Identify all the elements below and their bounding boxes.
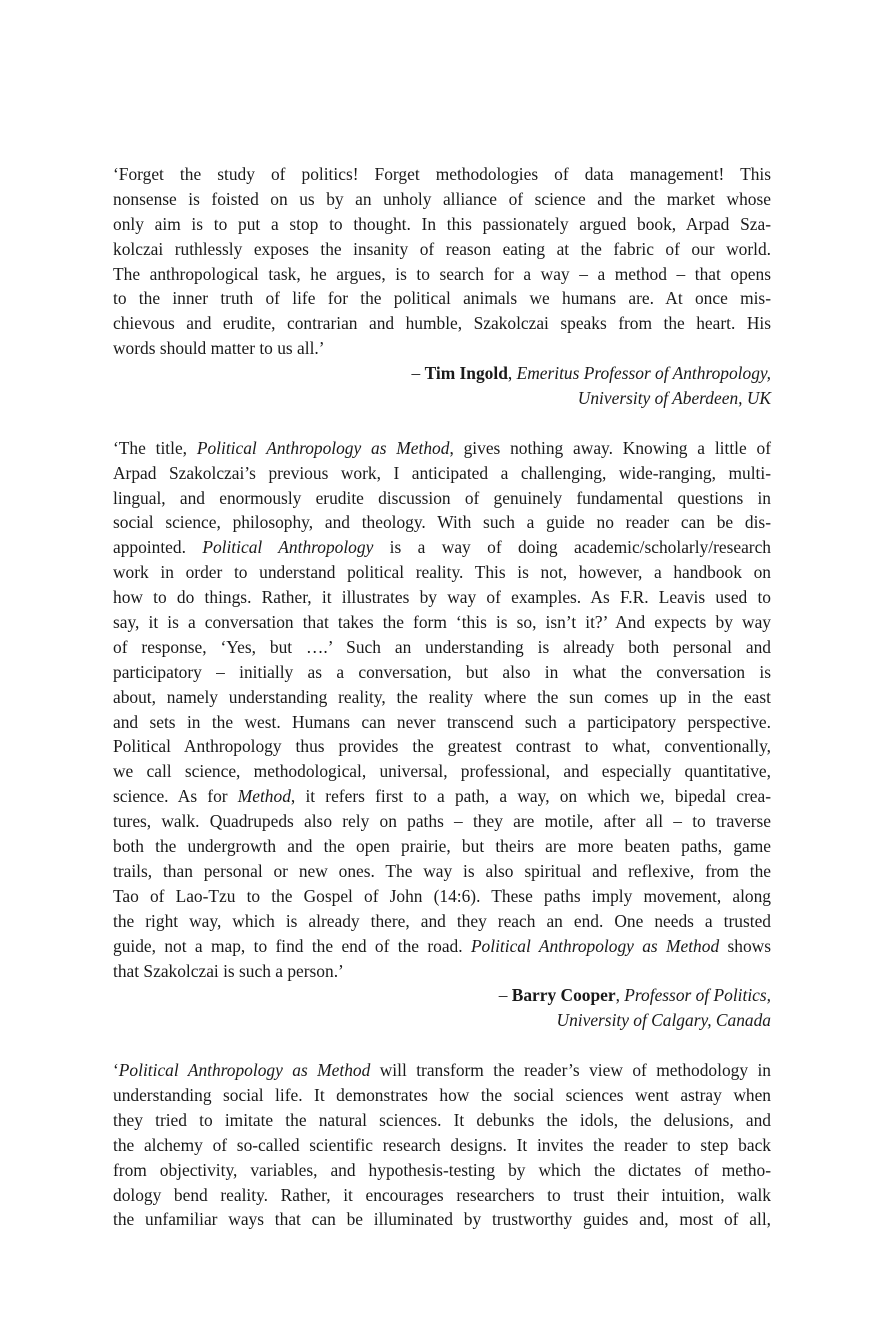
text-line: nonsense is foisted on us by an unholy alliance of science and the market whose xyxy=(113,188,771,209)
attribution-dash: – xyxy=(411,363,425,384)
endorsement-attribution xyxy=(113,983,771,1033)
text-line: both the undergrowth and the open prairie, but theirs are more beaten paths, game xyxy=(113,836,771,857)
text-line: ‘The title, Political Anthropology as Method, gives nothing away. Knowing a little of xyxy=(113,437,772,458)
text-line: ‘Forget the study of politics! Forget methodologies of data management! This xyxy=(113,164,771,184)
text-line: how to do things. Rather, it illustrates by way of examples. As F.R. Leavis used to xyxy=(113,587,771,608)
text-line: the right way, which is already there, and they reach an end. One needs a trusted xyxy=(113,910,771,931)
attribution-separator: , xyxy=(507,363,517,384)
attribution-separator: , xyxy=(615,985,625,1006)
book-title: Political Anthropology as Method xyxy=(470,935,720,956)
document-page xyxy=(113,162,771,1232)
text-line: chievous and erudite, contrarian and humble, Szakolczai speaks from the heart. His xyxy=(113,313,771,334)
text-line: kolczai ruthlessly exposes the insanity of reason eating at the fabric of our world. xyxy=(113,238,771,259)
text-line: Tao of Lao-Tzu to the Gospel of John (14:6). These paths imply movement, along xyxy=(113,885,771,906)
endorsement-quote xyxy=(113,436,771,984)
endorsement-attribution xyxy=(113,361,771,411)
endorser-affiliation: University of Calgary, Canada xyxy=(556,1010,771,1031)
endorser-name: Tim Ingold xyxy=(424,363,508,384)
text-line: the alchemy of so-called scientific research designs. It invites the reader to step back xyxy=(113,1134,771,1155)
text-line: guide, not a map, to find the end of the road. Political Anthropology as Method shows xyxy=(113,935,771,956)
text-line: they tried to imitate the natural sciences. It debunks the idols, the delusions, and xyxy=(113,1109,771,1130)
endorsement-2 xyxy=(113,436,771,1033)
endorser-title: Emeritus Professor of Anthropology, xyxy=(516,363,771,384)
text-line: participatory – initially as a conversation, but also in what the conversation is xyxy=(113,661,771,682)
text-line: of response, ‘Yes, but ….’ Such an understanding is already both personal and xyxy=(113,636,771,657)
text-line: work in order to understand political reality. This is not, however, a handbook on xyxy=(113,562,771,583)
text-line: understanding social life. It demonstrates how the social sciences went astray when xyxy=(113,1084,771,1105)
text-line: about, namely understanding reality, the reality where the sun comes up in the east xyxy=(113,686,771,707)
attribution-dash: – xyxy=(498,985,512,1006)
text-line: science. As for Method, it refers first to a path, a way, on which we, bipedal crea- xyxy=(113,786,771,807)
text-line: Political Anthropology thus provides the greatest contrast to what, conventionally, xyxy=(113,736,771,757)
endorsement-3 xyxy=(113,1058,771,1232)
paragraph-spacer xyxy=(113,411,771,436)
endorser-name: Barry Cooper xyxy=(511,985,616,1006)
text-line: Arpad Szakolczai’s previous work, I anticipated a challenging, wide-ranging, multi- xyxy=(113,462,771,483)
text-line: dology bend reality. Rather, it encourages researchers to trust their intuition, walk xyxy=(113,1184,771,1205)
text-line: the unfamiliar ways that can be illuminated by trustworthy guides and, most of all, xyxy=(113,1209,771,1230)
book-title: Method xyxy=(237,786,291,807)
text-line: words should matter to us all.’ xyxy=(113,338,325,359)
text-line: trails, than personal or new ones. The way is also spiritual and reflexive, from the xyxy=(113,860,771,881)
text-line: that Szakolczai is such a person.’ xyxy=(113,960,344,981)
text-line: ‘Political Anthropology as Method will transform the reader’s view of methodology in xyxy=(113,1060,771,1081)
text-line: and sets in the west. Humans can never transcend such a participatory perspective. xyxy=(113,711,771,732)
endorsement-1 xyxy=(113,162,771,411)
text-line: we call science, methodological, universal, professional, and especially quantitative, xyxy=(113,761,771,782)
book-title: Political Anthropology as Method xyxy=(118,1060,371,1081)
text-line: only aim is to put a stop to thought. In this passionately argued book, Arpad Sza- xyxy=(113,213,771,234)
text-line: to the inner truth of life for the political animals we humans are. At once mis- xyxy=(113,288,771,309)
endorsement-quote xyxy=(113,162,771,361)
endorser-title: Professor of Politics, xyxy=(624,985,771,1006)
book-title: Political Anthropology xyxy=(202,537,374,558)
endorser-affiliation: University of Aberdeen, UK xyxy=(577,388,771,409)
text-line: social science, philosophy, and theology. With such a guide no reader can be dis- xyxy=(113,512,771,533)
text-line: The anthropological task, he argues, is to search for a way – a method – that opens xyxy=(113,263,771,284)
book-title: Political Anthropology as Method xyxy=(196,437,450,458)
text-line: say, it is a conversation that takes the form ‘this is so, isn’t it?’ And expects by way xyxy=(113,612,771,633)
text-line: tures, walk. Quadrupeds also rely on paths – they are motile, after all – to traverse xyxy=(113,811,771,832)
paragraph-spacer xyxy=(113,1033,771,1058)
text-line: appointed. Political Anthropology is a way of doing academic/scholarly/research xyxy=(113,537,771,558)
endorsement-quote xyxy=(113,1058,771,1232)
text-line: from objectivity, variables, and hypothesis-testing by which the dictates of metho- xyxy=(113,1159,771,1180)
text-line: lingual, and enormously erudite discussion of genuinely fundamental questions in xyxy=(113,487,771,508)
